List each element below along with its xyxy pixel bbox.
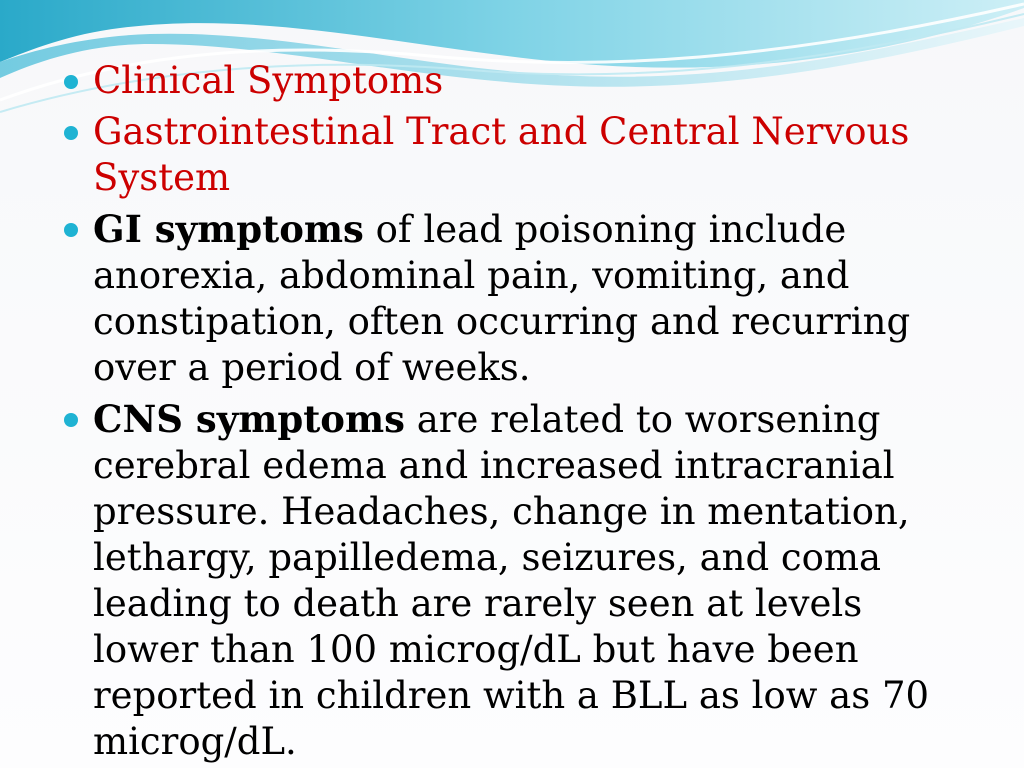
bullet-text: Clinical Symptoms [93, 59, 444, 102]
bullet-cns-symptoms [62, 396, 962, 765]
bullet-dot-icon [64, 413, 78, 427]
bullet-lead-term: GI symptoms [93, 207, 364, 251]
bullet-text: Gastrointestinal Tract and Central Nervous System [93, 110, 910, 199]
bullet-list [62, 58, 962, 768]
bullet-gi-symptoms [62, 206, 962, 391]
bullet-clinical-symptoms [62, 58, 962, 104]
bullet-text: are related to worsening cerebral edema and increased intracranial pressure. Headaches, change in mentation, lethargy, papilledema, seizures, and coma leading to death are rarely seen at levels lower than 100 microg/dL but have been reported in children with a BLL as low as 70 microg/dL. [93, 398, 930, 763]
bullet-dot-icon [64, 223, 78, 237]
bullet-gi-cns-heading [62, 109, 962, 201]
bullet-text: of lead poisoning include anorexia, abdominal pain, vomiting, and constipation, often occurring and recurring over a period of weeks. [93, 208, 911, 389]
bullet-dot-icon [64, 126, 78, 140]
bullet-lead-term: CNS symptoms [93, 397, 405, 441]
bullet-dot-icon [64, 75, 78, 89]
